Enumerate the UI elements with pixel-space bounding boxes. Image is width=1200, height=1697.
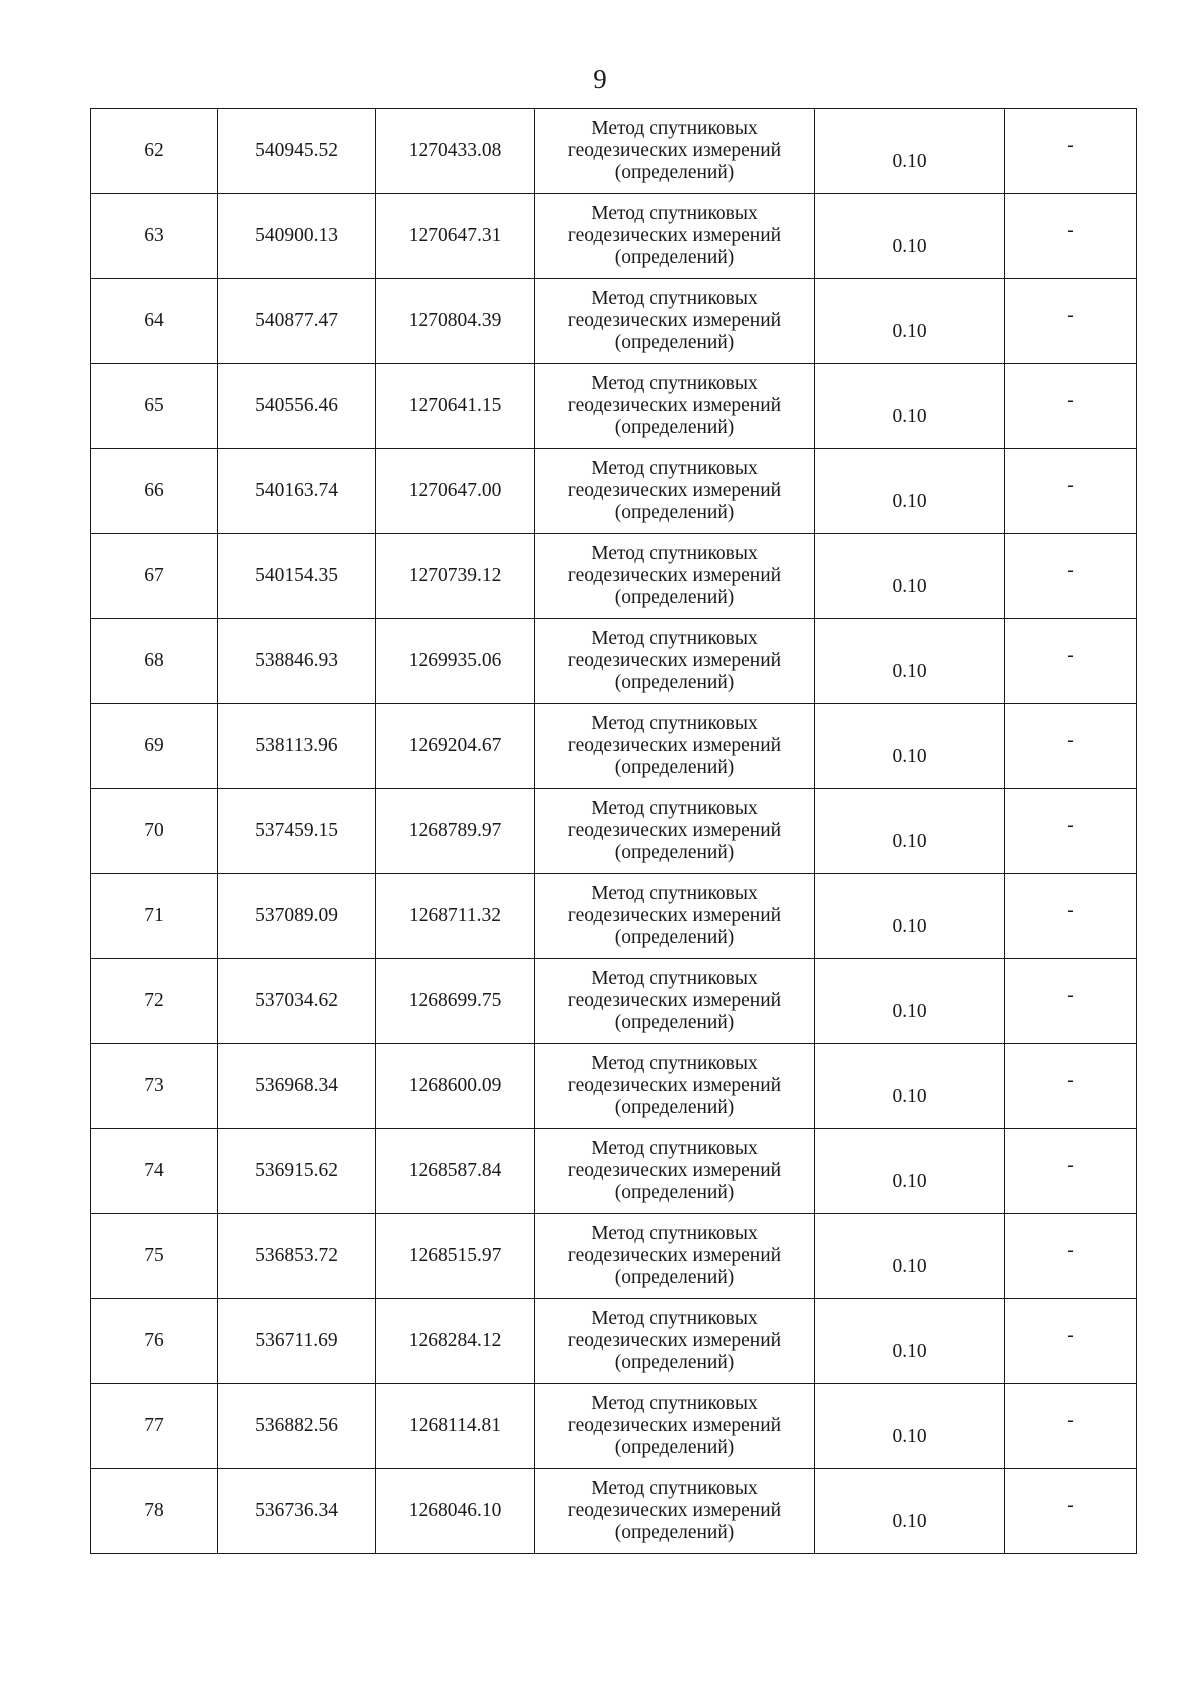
method-cell [535, 959, 815, 1044]
y-coordinate-cell: 1268699.75 [376, 959, 535, 1044]
coordinates-table [90, 108, 1137, 1554]
note-value: - [1067, 815, 1074, 836]
x-coordinate-cell: 540154.35 [218, 534, 376, 619]
method-line: геодезических измерений [567, 395, 782, 416]
method-line: (определений) [614, 1267, 735, 1288]
method-line: (определений) [614, 1352, 735, 1373]
point-number-cell: 72 [91, 959, 218, 1044]
note-value: - [1067, 1240, 1074, 1261]
x-coordinate-cell: 537089.09 [218, 874, 376, 959]
y-coordinate-cell: 1268789.97 [376, 789, 535, 874]
table-row [91, 959, 1137, 1044]
y-coordinate-cell: 1270804.39 [376, 279, 535, 364]
method-line: Метод спутниковых [591, 373, 758, 394]
accuracy-cell [815, 1214, 1005, 1299]
table-row [91, 194, 1137, 279]
table-row [91, 279, 1137, 364]
accuracy-value: 0.10 [892, 321, 927, 342]
table-row [91, 704, 1137, 789]
y-coordinate-cell: 1268587.84 [376, 1129, 535, 1214]
point-number-cell: 70 [91, 789, 218, 874]
method-cell [535, 1299, 815, 1384]
method-line: Метод спутниковых [591, 458, 758, 479]
accuracy-cell [815, 704, 1005, 789]
point-number-cell: 68 [91, 619, 218, 704]
accuracy-value: 0.10 [892, 661, 927, 682]
note-value: - [1067, 305, 1074, 326]
accuracy-value: 0.10 [892, 491, 927, 512]
y-coordinate-cell: 1268046.10 [376, 1469, 535, 1554]
method-line: (определений) [614, 502, 735, 523]
note-value: - [1067, 560, 1074, 581]
y-coordinate-cell: 1268515.97 [376, 1214, 535, 1299]
note-value: - [1067, 900, 1074, 921]
note-cell [1005, 194, 1137, 279]
note-cell [1005, 449, 1137, 534]
table-body [91, 109, 1137, 1554]
note-cell [1005, 1214, 1137, 1299]
accuracy-cell [815, 1469, 1005, 1554]
note-value: - [1067, 135, 1074, 156]
table-row [91, 534, 1137, 619]
method-line: Метод спутниковых [591, 1223, 758, 1244]
method-line: Метод спутниковых [591, 118, 758, 139]
note-cell [1005, 534, 1137, 619]
method-line: геодезических измерений [567, 1500, 782, 1521]
point-number-cell: 69 [91, 704, 218, 789]
accuracy-cell [815, 449, 1005, 534]
x-coordinate-cell: 540877.47 [218, 279, 376, 364]
method-line: Метод спутниковых [591, 203, 758, 224]
table-row [91, 1299, 1137, 1384]
note-value: - [1067, 1495, 1074, 1516]
note-value: - [1067, 730, 1074, 751]
accuracy-value: 0.10 [892, 1001, 927, 1022]
method-line: (определений) [614, 1097, 735, 1118]
note-cell [1005, 364, 1137, 449]
accuracy-cell [815, 959, 1005, 1044]
x-coordinate-cell: 537034.62 [218, 959, 376, 1044]
x-coordinate-cell: 538846.93 [218, 619, 376, 704]
method-line: геодезических измерений [567, 480, 782, 501]
method-line: (определений) [614, 587, 735, 608]
accuracy-value: 0.10 [892, 1256, 927, 1277]
method-line: геодезических измерений [567, 1075, 782, 1096]
method-cell [535, 194, 815, 279]
method-line: Метод спутниковых [591, 1053, 758, 1074]
accuracy-cell [815, 109, 1005, 194]
method-cell [535, 1214, 815, 1299]
table-row [91, 364, 1137, 449]
method-line: геодезических измерений [567, 1245, 782, 1266]
y-coordinate-cell: 1268600.09 [376, 1044, 535, 1129]
method-line: геодезических измерений [567, 1415, 782, 1436]
method-line: (определений) [614, 757, 735, 778]
point-number-cell: 73 [91, 1044, 218, 1129]
table-row [91, 1044, 1137, 1129]
method-cell [535, 279, 815, 364]
method-cell [535, 1469, 815, 1554]
x-coordinate-cell: 536853.72 [218, 1214, 376, 1299]
note-value: - [1067, 985, 1074, 1006]
x-coordinate-cell: 537459.15 [218, 789, 376, 874]
accuracy-cell [815, 1299, 1005, 1384]
note-value: - [1067, 475, 1074, 496]
y-coordinate-cell: 1270641.15 [376, 364, 535, 449]
method-cell [535, 619, 815, 704]
note-value: - [1067, 1410, 1074, 1431]
method-line: Метод спутниковых [591, 713, 758, 734]
accuracy-value: 0.10 [892, 1341, 927, 1362]
note-cell [1005, 874, 1137, 959]
page-number: 9 [593, 64, 607, 94]
x-coordinate-cell: 536882.56 [218, 1384, 376, 1469]
note-cell [1005, 704, 1137, 789]
method-line: (определений) [614, 332, 735, 353]
method-cell [535, 1044, 815, 1129]
accuracy-cell [815, 619, 1005, 704]
note-cell [1005, 789, 1137, 874]
note-cell [1005, 109, 1137, 194]
method-cell [535, 1129, 815, 1214]
x-coordinate-cell: 536968.34 [218, 1044, 376, 1129]
table-row [91, 1384, 1137, 1469]
point-number-cell: 66 [91, 449, 218, 534]
accuracy-value: 0.10 [892, 576, 927, 597]
x-coordinate-cell: 540556.46 [218, 364, 376, 449]
y-coordinate-cell: 1270647.31 [376, 194, 535, 279]
method-line: Метод спутниковых [591, 1308, 758, 1329]
method-line: геодезических измерений [567, 310, 782, 331]
method-cell [535, 874, 815, 959]
note-cell [1005, 1384, 1137, 1469]
accuracy-value: 0.10 [892, 1086, 927, 1107]
note-cell [1005, 1299, 1137, 1384]
method-line: геодезических измерений [567, 1160, 782, 1181]
table-row [91, 874, 1137, 959]
method-line: (определений) [614, 842, 735, 863]
accuracy-value: 0.10 [892, 1511, 927, 1532]
accuracy-value: 0.10 [892, 236, 927, 257]
method-line: (определений) [614, 247, 735, 268]
accuracy-cell [815, 1129, 1005, 1214]
note-cell [1005, 1129, 1137, 1214]
method-cell [535, 789, 815, 874]
y-coordinate-cell: 1269204.67 [376, 704, 535, 789]
method-line: (определений) [614, 417, 735, 438]
method-cell [535, 704, 815, 789]
note-value: - [1067, 390, 1074, 411]
x-coordinate-cell: 536736.34 [218, 1469, 376, 1554]
table-row [91, 1129, 1137, 1214]
accuracy-cell [815, 1044, 1005, 1129]
table-row [91, 449, 1137, 534]
x-coordinate-cell: 538113.96 [218, 704, 376, 789]
method-line: Метод спутниковых [591, 1393, 758, 1414]
x-coordinate-cell: 540900.13 [218, 194, 376, 279]
method-line: (определений) [614, 162, 735, 183]
method-line: геодезических измерений [567, 735, 782, 756]
method-line: геодезических измерений [567, 650, 782, 671]
note-cell [1005, 279, 1137, 364]
y-coordinate-cell: 1270739.12 [376, 534, 535, 619]
method-line: геодезических измерений [567, 225, 782, 246]
note-cell [1005, 1469, 1137, 1554]
method-line: Метод спутниковых [591, 628, 758, 649]
note-value: - [1067, 1325, 1074, 1346]
y-coordinate-cell: 1270647.00 [376, 449, 535, 534]
method-cell [535, 1384, 815, 1469]
method-line: геодезических измерений [567, 140, 782, 161]
method-line: (определений) [614, 1012, 735, 1033]
method-line: Метод спутниковых [591, 798, 758, 819]
method-line: геодезических измерений [567, 565, 782, 586]
note-cell [1005, 959, 1137, 1044]
point-number-cell: 77 [91, 1384, 218, 1469]
note-cell [1005, 1044, 1137, 1129]
method-cell [535, 449, 815, 534]
point-number-cell: 74 [91, 1129, 218, 1214]
table-row [91, 789, 1137, 874]
point-number-cell: 64 [91, 279, 218, 364]
accuracy-cell [815, 364, 1005, 449]
table-row [91, 1214, 1137, 1299]
y-coordinate-cell: 1268284.12 [376, 1299, 535, 1384]
note-value: - [1067, 1070, 1074, 1091]
method-line: (определений) [614, 1522, 735, 1543]
x-coordinate-cell: 540945.52 [218, 109, 376, 194]
method-line: (определений) [614, 927, 735, 948]
point-number-cell: 67 [91, 534, 218, 619]
y-coordinate-cell: 1270433.08 [376, 109, 535, 194]
method-line: геодезических измерений [567, 820, 782, 841]
method-line: Метод спутниковых [591, 968, 758, 989]
table-row [91, 1469, 1137, 1554]
note-value: - [1067, 645, 1074, 666]
method-line: геодезических измерений [567, 905, 782, 926]
note-value: - [1067, 1155, 1074, 1176]
x-coordinate-cell: 540163.74 [218, 449, 376, 534]
point-number-cell: 75 [91, 1214, 218, 1299]
method-cell [535, 364, 815, 449]
point-number-cell: 78 [91, 1469, 218, 1554]
point-number-cell: 65 [91, 364, 218, 449]
accuracy-value: 0.10 [892, 831, 927, 852]
method-line: (определений) [614, 672, 735, 693]
accuracy-value: 0.10 [892, 1171, 927, 1192]
note-cell [1005, 619, 1137, 704]
accuracy-cell [815, 194, 1005, 279]
accuracy-value: 0.10 [892, 406, 927, 427]
x-coordinate-cell: 536711.69 [218, 1299, 376, 1384]
note-value: - [1067, 220, 1074, 241]
method-line: геодезических измерений [567, 990, 782, 1011]
y-coordinate-cell: 1268114.81 [376, 1384, 535, 1469]
accuracy-cell [815, 1384, 1005, 1469]
accuracy-value: 0.10 [892, 746, 927, 767]
method-line: Метод спутниковых [591, 1478, 758, 1499]
method-line: Метод спутниковых [591, 543, 758, 564]
accuracy-cell [815, 874, 1005, 959]
table-row [91, 109, 1137, 194]
y-coordinate-cell: 1268711.32 [376, 874, 535, 959]
accuracy-value: 0.10 [892, 151, 927, 172]
point-number-cell: 71 [91, 874, 218, 959]
method-line: Метод спутниковых [591, 1138, 758, 1159]
point-number-cell: 62 [91, 109, 218, 194]
method-line: (определений) [614, 1437, 735, 1458]
x-coordinate-cell: 536915.62 [218, 1129, 376, 1214]
accuracy-value: 0.10 [892, 1426, 927, 1447]
method-line: Метод спутниковых [591, 883, 758, 904]
method-line: Метод спутниковых [591, 288, 758, 309]
accuracy-cell [815, 534, 1005, 619]
method-cell [535, 109, 815, 194]
point-number-cell: 76 [91, 1299, 218, 1384]
method-line: геодезических измерений [567, 1330, 782, 1351]
accuracy-value: 0.10 [892, 916, 927, 937]
y-coordinate-cell: 1269935.06 [376, 619, 535, 704]
accuracy-cell [815, 789, 1005, 874]
method-line: (определений) [614, 1182, 735, 1203]
method-cell [535, 534, 815, 619]
point-number-cell: 63 [91, 194, 218, 279]
accuracy-cell [815, 279, 1005, 364]
table-row [91, 619, 1137, 704]
